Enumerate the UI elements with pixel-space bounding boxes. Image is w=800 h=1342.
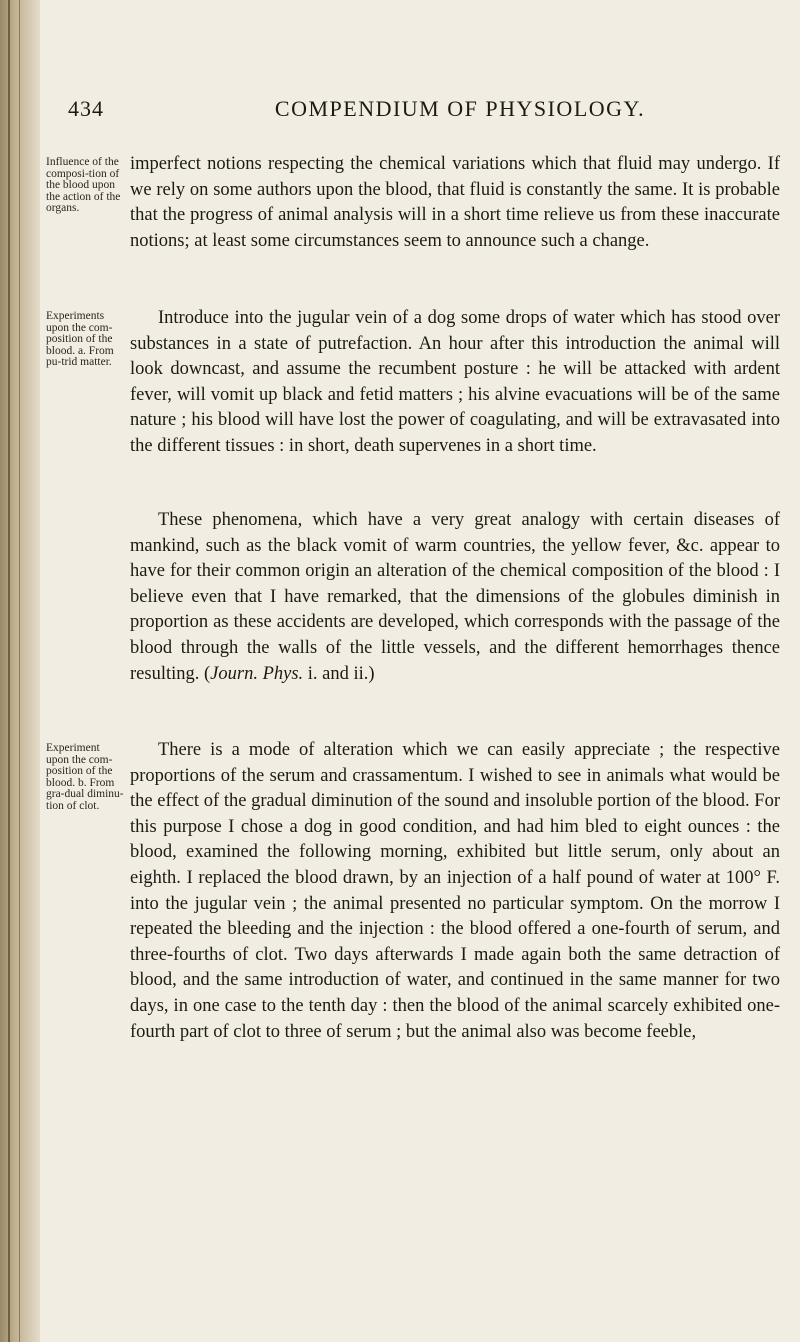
spine-binding-line (8, 0, 10, 1342)
paragraph: imperfect notions respecting the chemical variations which that fluid may undergo. If we rely on some authors upon the blood, that fluid is constantly the same. It is probable that the progress of animal analysis will in a short time relieve us from these inaccurate notions; at least some circumstances seem to announce such a change. (130, 154, 780, 251)
spine-binding-line (19, 0, 20, 1342)
paragraph: There is a mode of alteration which we can easily appreciate ; the respective proportions of the serum and crassamentum. I wished to see in animals what would be the effect of the gradual diminution of the sound and insoluble portion of the blood. For this purpose I chose a dog in good condition, and had him bled to eight ounces : the blood, examined the following morning, exhibited but little serum, only about an eighth. I replaced the blood drawn, by an injection of a half pound of water at 100° F. into the jugular vein ; the animal presented no particular symptom. On the morrow I repeated the bleeding and the injection : the blood offered a one-fourth of serum, and three-fourths of clot. Two days afterwards I made again both the same detraction of blood, and the same introduction of water, and continued in the same manner for two days, in one case to the tenth day : then the blood of the animal scarcely exhibited one-fourth part of clot to three of serum ; but the animal also was become feeble, (130, 740, 780, 1042)
citation: Journ. Phys. (210, 663, 304, 684)
paragraph (130, 508, 780, 687)
page-number: 434 (68, 96, 104, 121)
paragraph-text: i. and ii.) (303, 663, 375, 684)
running-title: COMPENDIUM OF PHYSIOLOGY. (274, 96, 646, 121)
paragraph: Introduce into the jugular vein of a dog some drops of water which has stood over substances in a state of putrefaction. An hour after this introduction the animal will look downcast, and assume the recumbent posture : he will be attacked with ardent fever, will vomit up black and fetid matters ; his alvine evacuations will be of the same nature ; his blood will have lost the power of coagulating, and will be extravasated into the different tissues : in short, death supervenes in a short time. (130, 308, 780, 456)
margin-note: Influence of the composi-tion of the blood upon the action of the organs. (46, 156, 121, 214)
margin-note: Experiment upon the com-position of the blood. b. From gra-dual diminu-tion of clot. (46, 742, 124, 812)
page-header (0, 96, 800, 136)
margin-note: Experiments upon the com-position of the blood. a. From pu-trid matter. (46, 310, 114, 368)
paragraph-text: These phenomena, which have a very great analogy with certain diseases of mankind, such as the black vomit of warm countries, the yellow fever, &c. appear to have for their common origin an alteration of the chemical composition of the blood : I believe even that I have remarked, that the dimensions of the globules diminish in proportion as these accidents are developed, which corresponds with the passage of the blood through the walls of the little vessels, and the different hemorrhages thence resulting. ( (130, 510, 780, 684)
book-spine-edge (0, 0, 40, 1342)
